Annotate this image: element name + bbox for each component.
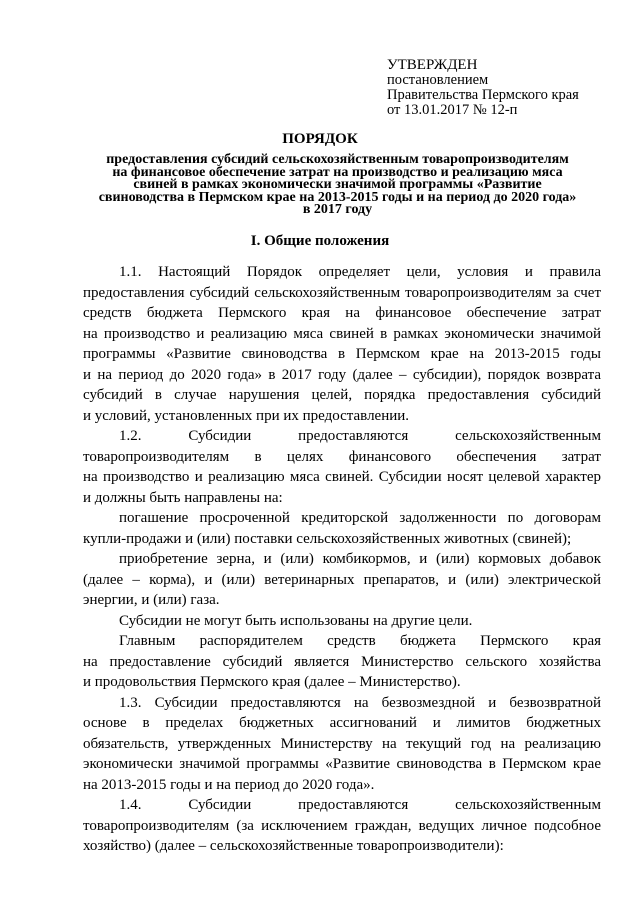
paragraph: [83, 426, 601, 508]
document-subtitle: [70, 154, 605, 217]
paragraph: [83, 631, 601, 693]
approval-stamp-block: [387, 58, 579, 118]
paragraph: [83, 795, 601, 857]
paragraph-line: приобретение зерна, и (или) комбикормов, и (или) кормовых добавок: [119, 551, 601, 567]
document-title: ПОРЯДОК: [282, 131, 358, 147]
paragraph-line: средств бюджета Пермского края на финансовое обеспечение затрат: [83, 305, 601, 321]
section-heading: I. Общие положения: [250, 233, 390, 249]
paragraph-line: товаропроизводителям в целях финансового обеспечения затрат: [83, 448, 601, 465]
subtitle-line: свиноводства в Пермском крае на 2013-2015 годы и на период до 2020 года»: [98, 189, 577, 205]
approval-title: УТВЕРЖДЕН: [387, 57, 478, 73]
paragraph-line: товаропроизводителям (за исключением граждан, ведущих личное подсобное: [83, 817, 601, 834]
paragraph-line: на производство и реализацию мяса свиней в рамках экономически значимой: [83, 325, 601, 342]
paragraph-line: и на период до 2020 года» в 2017 году (далее – субсидии), порядок возврата: [83, 366, 601, 383]
paragraph-line: и продовольствия Пермского края (далее – Министерство).: [83, 674, 461, 690]
paragraph-line: на производство и реализацию мяса свиней. Субсидии носят целевой характер: [83, 469, 601, 485]
paragraph-line: и должны быть направлены на:: [83, 489, 283, 506]
approval-line: от 13.01.2017 № 12-п: [387, 102, 518, 118]
paragraph-line: 1.2. Субсидии предоставляются сельскохозяйственным: [119, 428, 601, 444]
paragraph-line: купли-продажи и (или) поставки сельскохозяйственных животных (свиней);: [83, 530, 572, 547]
paragraph-line: на предоставление субсидий является Министерство сельского хозяйства: [83, 653, 601, 670]
paragraph-line: основе в пределах бюджетных ассигнований и лимитов бюджетных: [83, 715, 601, 731]
subtitle-line: в 2017 году: [302, 202, 373, 217]
paragraph-line: 1.4. Субсидии предоставляются сельскохозяйственным: [119, 797, 601, 813]
approval-line: Правительства Пермского края: [387, 87, 579, 103]
paragraph-line: Субсидии не могут быть использованы на другие цели.: [119, 612, 473, 629]
paragraph-line: энергии, и (или) газа.: [83, 592, 220, 608]
paragraph: [83, 611, 601, 632]
paragraph-line: субсидий в случае нарушения целей, порядка предоставления субсидий: [83, 387, 601, 403]
subtitle-line: на финансовое обеспечение затрат на производство и реализацию мяса: [112, 164, 563, 180]
approval-line: постановлением: [387, 72, 489, 88]
paragraph-line: и условий, установленных при их предоставлении.: [83, 407, 410, 424]
paragraph-line: Главным распорядителем средств бюджета Пермского края: [119, 633, 601, 649]
paragraph: [83, 693, 601, 796]
paragraph-line: хозяйство) (далее – сельскохозяйственные товаропроизводители):: [83, 838, 504, 854]
paragraph: [83, 549, 601, 611]
paragraph: [83, 262, 601, 426]
paragraph-line: программы «Развитие свиноводства в Пермском крае на 2013-2015 годы: [83, 346, 601, 362]
paragraph-line: на 2013-2015 годы и на период до 2020 года».: [83, 776, 375, 793]
subtitle-line: свиней в рамках экономически значимой программы «Развитие: [133, 177, 542, 192]
paragraph-line: погашение просроченной кредиторской задолженности по договорам: [119, 510, 601, 526]
paragraph-line: 1.1. Настоящий Порядок определяет цели, условия и правила: [119, 264, 601, 280]
paragraph: [83, 508, 601, 549]
subtitle-line: предоставления субсидий сельскохозяйственным товаропроизводителям: [106, 152, 569, 167]
paragraph-line: экономически значимой программы «Развитие свиноводства в Пермском крае: [83, 756, 601, 772]
paragraph-line: обязательств, утвержденных Министерству на текущий год на реализацию: [83, 735, 601, 752]
document-body: [83, 262, 601, 857]
paragraph-line: (далее – корма), и (или) ветеринарных препаратов, и (или) электрической: [83, 571, 601, 588]
paragraph-line: предоставления субсидий сельскохозяйственным товаропроизводителям за счет: [83, 284, 601, 301]
paragraph-line: 1.3. Субсидии предоставляются на безвозмездной и безвозвратной: [119, 694, 601, 711]
